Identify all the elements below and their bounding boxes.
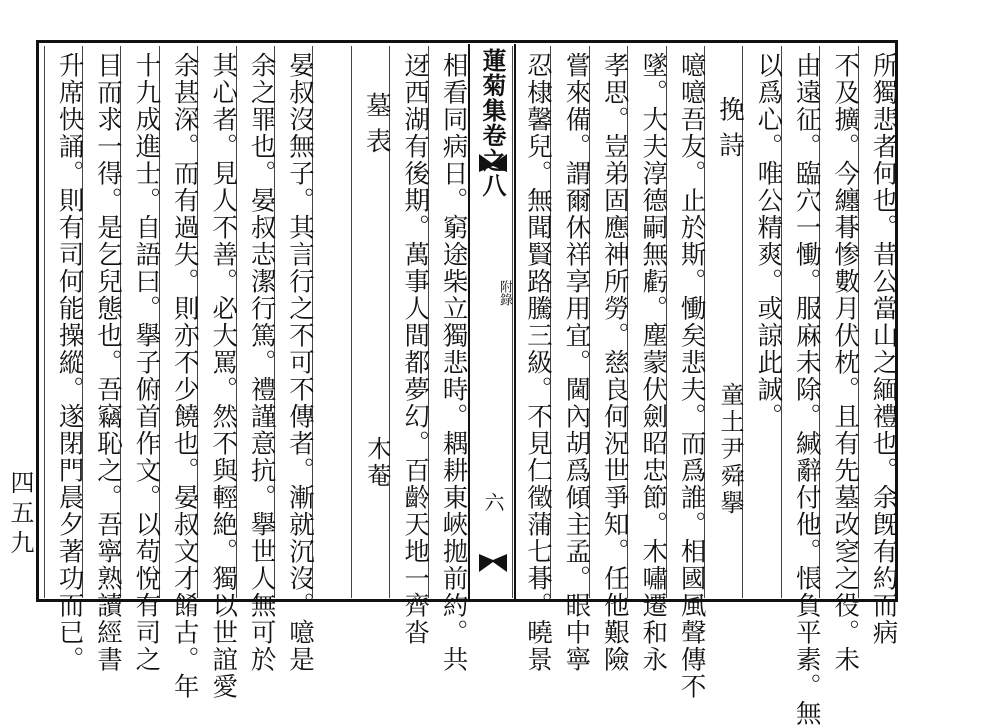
column-text: 相看同病日。窮途柴立獨悲時。耦耕東峽拋前約。共 [438,52,469,673]
column-text: 其心者。見人不善。必大罵。然不與輕絶。獨以世誼愛 [208,52,239,700]
column-text: 孝思。豈弟固應神所勞。慈良何況世爭知。任他艱險 [599,52,630,673]
column-rule [44,46,45,598]
book-title: 蓮菊集 [478,48,507,123]
volume-label: 卷之八 [478,123,507,198]
column-text: 晏叔沒無子。其言行之不可不傳者。漸就沉沒。噫是 [285,52,315,673]
section-label: 附錄 [497,280,512,306]
fish-tail-bottom-icon [478,552,508,574]
column-text: 不及擴。今纏朞惨數月伏枕。且有先墓改窆之役。未 [830,52,861,673]
column-text: 十九成進士。自語曰。擧子俯首作文。以苟悅有司之 [131,52,162,673]
column-text: 忍棣馨兒。無聞賢路騰三級。不見仁徵蒲七朞。曉景 [523,52,553,673]
column-text: 以爲心。唯公精爽。或諒此誠。 [753,52,784,430]
column-text: 墜。大夫淳德嗣無虧。塵蒙伏劍昭忠節。木嘯遷和永 [638,52,669,673]
epitaph-heading: 墓表 [361,92,392,163]
epitaph-author: 木菴 [362,436,391,490]
fish-tail-top-icon [478,152,508,174]
column-text: 余之罪也。晏叔志潔行篤。禮謹意抗。擧世人無可於 [246,52,277,673]
leaf-number: 六 [481,492,505,512]
page-number: 四五九 [6,470,34,560]
column-text: 所獨悲者何也。昔公當山之緬禮也。余旣有約而病 [868,52,899,646]
center-title [472,48,512,198]
column-text: 余甚深。而有過失。則亦不少饒也。晏叔文才餚古。年 [169,52,200,700]
column-text: 噫噫吾友。止於斯。慟矣悲夫。而爲誰。相國風聲傳不 [676,52,707,700]
column-text: 迓西湖有後期。萬事人間都夢幻。百齡天地一齊沓 [400,52,431,646]
poem-heading: 挽詩 [715,96,745,167]
text-column [44,46,88,673]
column-text: 升席快誦。則有司何能操縱。遂閉門晨夕著功而已。 [54,52,85,673]
column-text: 嘗來備。謂爾休祥享用宜。閫內胡爲傾主孟。眼中寧 [561,52,592,673]
column-text: 目而求一得。是乞兒態也。吾竊恥之。吾寧熟讀經書 [93,52,123,673]
column-text: 由遠征。臨穴一慟。服麻未除。緘辭付他。悵負平素。無 [791,52,822,727]
poem-author: 童土尹舜擧 [716,382,744,517]
text-column [512,46,556,673]
